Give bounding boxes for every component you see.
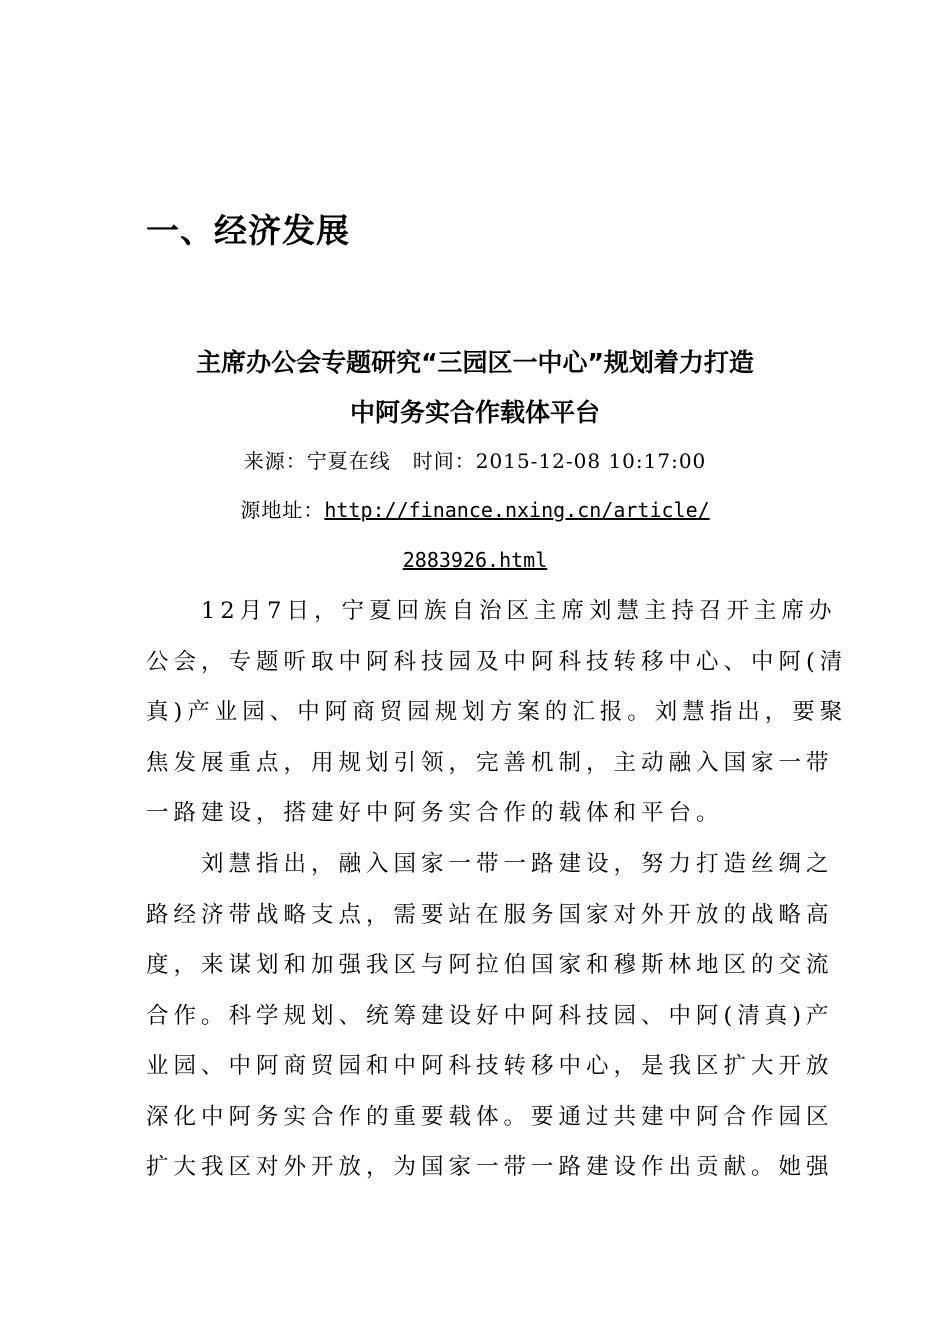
time-value: 2015-12-08 10:17:00: [475, 449, 707, 473]
article-title-line: 主席办公会专题研究“三园区一中心”规划着力打造: [196, 348, 754, 377]
paragraph-line: 公会，专题听取中阿科技园及中阿科技转移中心、中阿(清: [146, 648, 848, 675]
paragraph-line: 业园、中阿商贸园和中阿科技转移中心，是我区扩大开放: [146, 1053, 834, 1079]
paragraph-line: 刘慧指出，融入国家一带一路建设，努力打造丝绸之: [146, 851, 834, 877]
time-label: 时间：: [412, 449, 476, 473]
paragraph-line: 合作。科学规划、统筹建设好中阿科技园、中阿(清真)产: [146, 1002, 834, 1029]
source-url-line: [146, 496, 804, 524]
body-paragraph-1: [146, 586, 848, 839]
article-title: [146, 338, 804, 438]
paragraph-line: 12月7日，宁夏回族自治区主席刘慧主持召开主席办: [146, 598, 837, 624]
paragraph-line: 焦发展重点，用规划引领，完善机制，主动融入国家一带: [146, 749, 834, 776]
paragraph-line: 真)产业园、中阿商贸园规划方案的汇报。刘慧指出，要聚: [146, 699, 848, 725]
source-url-link-continued[interactable]: 2883926.html: [402, 548, 548, 572]
source-url-line-continued: [146, 546, 804, 574]
paragraph-line: 扩大我区对外开放，为国家一带一路建设作出贡献。她强: [146, 1154, 834, 1180]
paragraph-line: 度，来谋划和加强我区与阿拉伯国家和穆斯林地区的交流: [146, 952, 834, 978]
section-heading: 一、经济发展: [146, 211, 350, 250]
source-url-link[interactable]: http://finance.nxing.cn/article/: [324, 498, 710, 522]
paragraph-line: 深化中阿务实合作的重要载体。要通过共建中阿合作园区: [146, 1103, 834, 1130]
paragraph-line: 路经济带战略支点，需要站在服务国家对外开放的战略高: [146, 901, 834, 928]
paragraph-line: 一路建设，搭建好中阿务实合作的载体和平台。: [146, 800, 724, 826]
source-url-label: 源地址：: [240, 498, 325, 522]
source-time-line: [146, 447, 804, 475]
body-paragraph-2: [146, 839, 834, 1193]
source-label: 来源：: [243, 449, 307, 473]
article-title-line: 中阿务实合作载体平台: [349, 398, 600, 427]
source-value: 宁夏在线: [306, 449, 391, 473]
